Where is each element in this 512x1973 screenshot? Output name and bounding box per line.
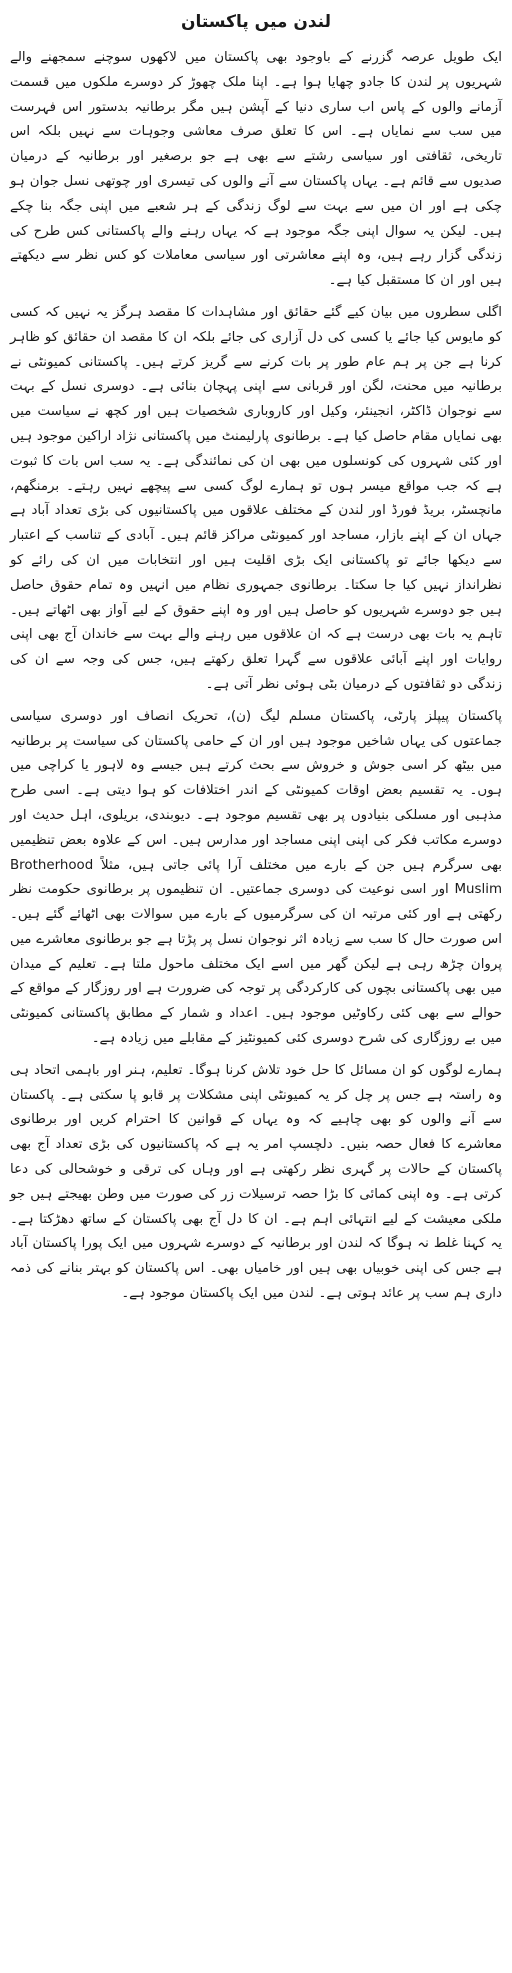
article-paragraph-4: ہمارے لوگوں کو ان مسائل کا حل خود تلاش کرنا ہوگا۔ تعلیم، ہنر اور باہمی اتحاد ہی وہ راستہ ہے جس پر چل کر یہ کمیونٹی اپنی مشکلات پر قابو پا سکتی ہے۔ پاکستان سے آنے والوں کو بھی چاہیے کہ وہ یہاں کے قوانین کا احترام کریں اور برطانوی معاشرے کا فعال حصہ بنیں۔ دلچسپ امر یہ ہے کہ پاکستانیوں کی بڑی تعداد آج بھی پاکستان کے حالات پر گہری نظر رکھتی ہے اور وہاں کی ترقی و خوشحالی کی دعا کرتی ہے۔ وہ اپنی کمائی کا بڑا حصہ ترسیلات زر کی صورت میں وطن بھیجتے ہیں جو ملکی معیشت کے لیے انتہائی اہم ہے۔ ان کا دل آج بھی پاکستان کے ساتھ دھڑکتا ہے۔ یہ کہنا غلط نہ ہوگا کہ لندن اور برطانیہ کے دوسرے شہروں میں ایک پورا پاکستان آباد ہے جس کی اپنی خوبیاں بھی ہیں اور خامیاں بھی۔ اس پاکستان کو بہتر بنانے کی ذمہ داری ہم سب پر عائد ہوتی ہے۔ لندن میں ایک پاکستان موجود ہے۔ [10,1062,502,1302]
article-paragraph-2: اگلی سطروں میں بیان کیے گئے حقائق اور مشاہدات کا مقصد ہرگز یہ نہیں کہ کسی کو مایوس کیا جائے یا کسی کی دل آزاری کی جائے بلکہ ان کا مقصد ان حقائق کو ظاہر کرنا ہے جن پر ہم عام طور پر بات کرنے سے گریز کرتے ہیں۔ پاکستانی کمیونٹی نے برطانیہ میں محنت، لگن اور قربانی سے اپنی پہچان بنائی ہے۔ دوسری نسل کے بہت سے نوجوان ڈاکٹر، انجینئر، وکیل اور کاروباری شخصیات ہیں اور کچھ نے سیاست میں بھی نمایاں مقام حاصل کیا ہے۔ برطانوی پارلیمنٹ میں پاکستانی نژاد اراکین موجود ہیں اور کئی شہروں کی کونسلوں میں بھی ان کی نمائندگی ہے۔ یہ سب اس بات کا ثبوت ہے کہ جب مواقع میسر ہوں تو ہمارے لوگ کسی سے پیچھے نہیں رہتے۔ برمنگھم، مانچسٹر، بریڈ فورڈ اور لندن کے مختلف علاقوں میں پاکستانیوں کی بڑی تعداد آباد ہے جہاں ان کے اپنے بازار، مساجد اور کمیونٹی مراکز قائم ہیں۔ آبادی کے تناسب کے اعتبار سے دیکھا جائے تو پاکستانی ایک بڑی اقلیت ہیں اور انتخابات میں ان کی رائے کو نظرانداز نہیں کیا جا سکتا۔ برطانوی جمہوری نظام میں انہیں وہ تمام حقوق حاصل ہیں جو دوسرے شہریوں کو حاصل ہیں اور وہ اپنے حقوق کے لیے آواز بھی اٹھاتے ہیں۔ تاہم یہ بات بھی درست ہے کہ ان علاقوں میں رہنے والے بہت سے خاندان آج بھی اپنی روایات اور اپنے آبائی علاقوں سے گہرا تعلق رکھتے ہیں، جس کی وجہ سے ان کی زندگی دو ثقافتوں کے درمیان بٹی ہوئی نظر آتی ہے۔ [10,304,502,692]
article-paragraph-1: ایک طویل عرصہ گزرنے کے باوجود بھی پاکستان میں لاکھوں سوچنے سمجھنے والے شہریوں پر لندن کا جادو چھایا ہوا ہے۔ اپنا ملک چھوڑ کر دوسرے ملکوں میں قسمت آزمانے والوں کے پاس اب ساری دنیا کے آپشن ہیں مگر برطانیہ بدستور اس فہرست میں سب سے نمایاں ہے۔ اس کا تعلق صرف معاشی وجوہات سے نہیں بلکہ اس تاریخی، ثقافتی اور سیاسی رشتے سے بھی ہے جو برصغیر اور برطانیہ کے درمیان صدیوں سے قائم ہے۔ یہاں پاکستان سے آنے والوں کی تیسری اور چوتھی نسل جوان ہو چکی ہے اور ان میں سے بہت سے لوگ زندگی کے ہر شعبے میں اپنی جگہ بنا چکے ہیں۔ لیکن یہ سوال اپنی جگہ موجود ہے کہ یہاں رہنے والے پاکستانی کس طرح کی زندگی گزار رہے ہیں، وہ اپنے معاشرتی اور سیاسی معاملات کو کس نظر سے دیکھتے ہیں اور ان کا مستقبل کیا ہے۔ [10,50,502,289]
article-paragraph-3: پاکستان پیپلز پارٹی، پاکستان مسلم لیگ (ن)، تحریک انصاف اور دوسری سیاسی جماعتوں کی یہاں شاخیں موجود ہیں اور ان کے حامی پاکستان کی سیاست پر برطانیہ میں بیٹھ کر اسی جوش و خروش سے بحث کرتے ہیں جیسے وہ لاہور یا کراچی میں ہوں۔ یہ تقسیم بعض اوقات کمیونٹی کے اندر اختلافات کو ہوا دیتی ہے۔ اسی طرح مذہبی اور مسلکی بنیادوں پر بھی تقسیم موجود ہے۔ دیوبندی، بریلوی، اہل حدیث اور دوسرے مکاتب فکر کی اپنی اپنی مساجد اور مدارس ہیں۔ اس کے علاوہ بعض تنظیمیں بھی سرگرم ہیں جن کے بارے میں مختلف آرا پائی جاتی ہیں، مثلاً Brotherhood Muslim اور اسی نوعیت کی دوسری جماعتیں۔ ان تنظیموں پر برطانوی حکومت نظر رکھتی ہے اور کئی مرتبہ ان کی سرگرمیوں کے بارے میں سوالات بھی اٹھائے گئے ہیں۔ اس صورت حال کا سب سے زیادہ اثر نوجوان نسل پر پڑتا ہے جو برطانوی معاشرے میں پروان چڑھ رہی ہے لیکن گھر میں اسے ایک مختلف ماحول ملتا ہے۔ تعلیم کے میدان میں بھی پاکستانی بچوں کی کارکردگی پر توجہ کی ضرورت ہے اور روزگار کے مواقع کے حوالے سے بھی کئی رکاوٹیں موجود ہیں۔ اعداد و شمار کے مطابق پاکستانی کمیونٹی میں بے روزگاری کی شرح دوسری کئی کمیونٹیز کے مقابلے میں زیادہ ہے۔ [10,708,502,1047]
article-title: لندن میں پاکستان [180,12,332,32]
